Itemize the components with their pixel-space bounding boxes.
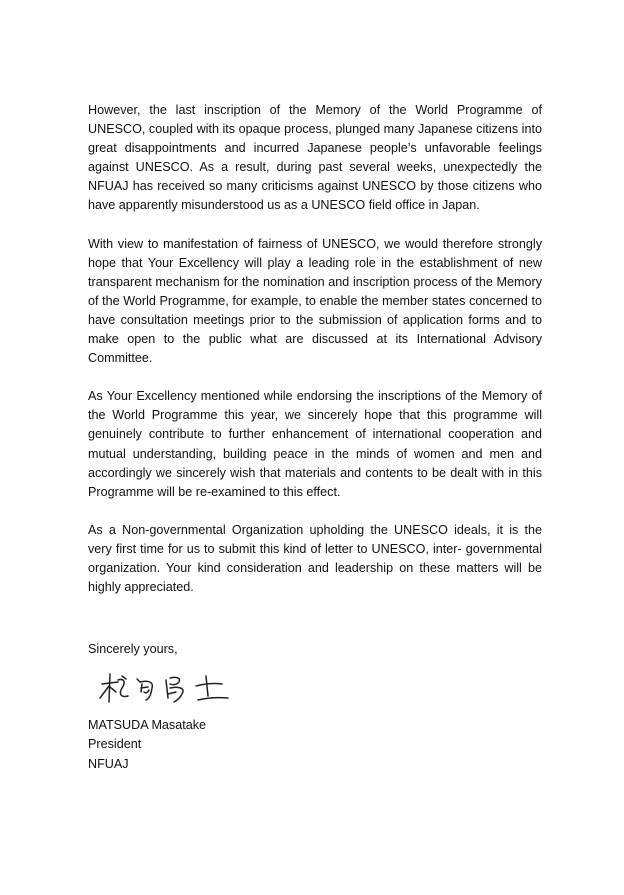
paragraph-ngo-appeal: As a Non-governmental Organization upholding the UNESCO ideals, it is the very first time for us to submit this kind of letter to UNESCO, inter- governmental organization. Your kind consideration and leadership on these matters will be highly appreciated.	[88, 522, 542, 595]
paragraph-transparency-request: With view to manifestation of fairness of UNESCO, we would therefore strongly hope that Your Excellency will play a leading role in the establishment of new transparent mechanism for the nomination and inscription process of the Memory of the World Programme, for example, to enable the member states concerned to have consultation meetings prior to the submission of application forms and to make open to the public what are discussed at its International Advisory Committee.	[88, 236, 542, 366]
signer-block	[88, 716, 206, 774]
handwritten-signature	[96, 670, 246, 712]
signer-title: President	[88, 737, 142, 752]
letter-body	[88, 101, 542, 616]
paragraph-programme-hope: As Your Excellency mentioned while endorsing the inscriptions of the Memory of the World Programme this year, we sincerely hope that this programme will genuinely contribute to further enhancement of international cooperation and mutual understanding, building peace in the minds of women and men and accordingly we sincerely wish that materials and contents to be dealt with in this Programme will be re-examined to this effect.	[88, 389, 542, 499]
paragraph-inscription-concern: However, the last inscription of the Memory of the World Programme of UNESCO, coupled with its opaque process, plunged many Japanese citizens into great disappointments and incurred Japanese people’s unfavorable feelings against UNESCO. As a result, during past several weeks, unexpectedly the NFUAJ has received so many criticisms against UNESCO by those citizens who have apparently misunderstood us as a UNESCO field office in Japan.	[88, 103, 542, 213]
signer-name: MATSUDA Masatake	[88, 718, 207, 732]
signer-organization: NFUAJ	[88, 756, 129, 771]
closing-salutation: Sincerely yours,	[88, 642, 178, 656]
